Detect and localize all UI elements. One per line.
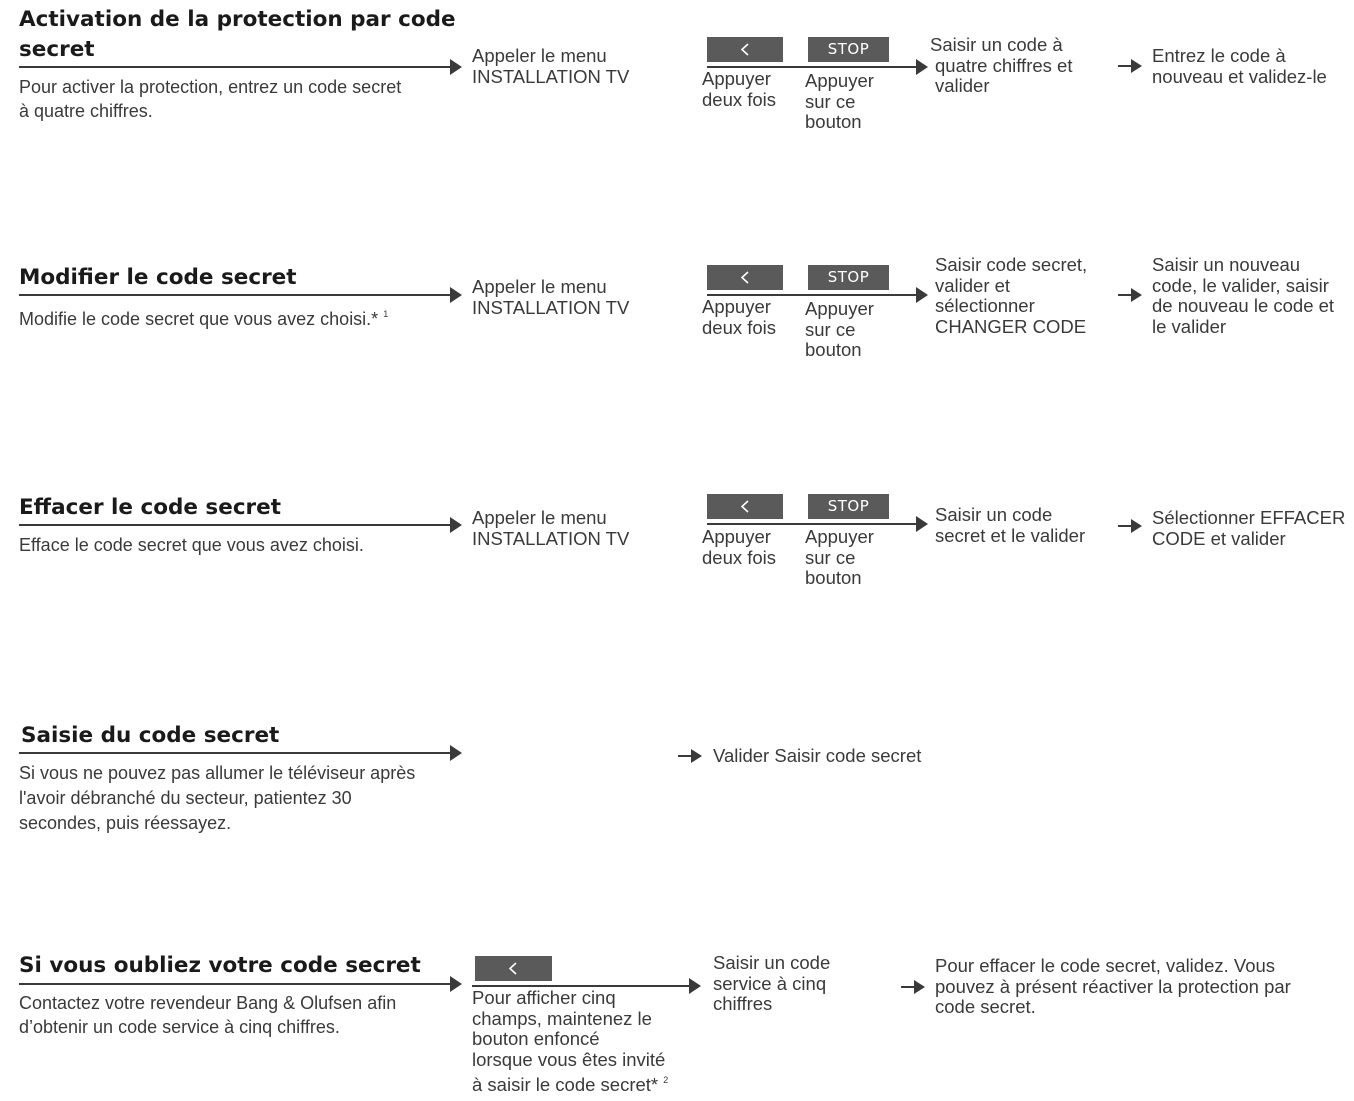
flow-line [19,983,451,985]
arrow-right-icon [677,748,703,764]
step-enter-code: Saisir code secret, valider et sélectionner CHANGER CODE [935,254,1088,337]
footnote-marker: 1 [383,309,389,319]
section-description: Si vous ne pouvez pas allumer le téléviseur après l'avoir débranché du secteur, patientez 30 secondes, puis réessayez. [19,763,416,833]
chevron-left-icon [707,494,783,519]
section-description: Pour activer la protection, entrez un code secret à quatre chiffres. [19,77,402,121]
flow-line [19,752,451,754]
arrow-right-icon [450,976,462,992]
back-key [707,37,783,62]
back-key-caption: Pour afficher cinq champs, maintenez le bouton enfoncé lorsque vous êtes invité à saisir le code secret* $^2$ [472,987,669,1095]
arrow-right-icon [450,745,462,761]
arrow-right-icon [689,978,701,994]
flow-line [19,66,451,68]
step-new-code: Saisir un nouveau code, le valider, saisir de nouveau le code et le valider [1152,254,1335,337]
stop-key-caption: Appuyer sur ce bouton [805,298,874,360]
back-key-caption: Appuyer deux fois [702,296,777,338]
arrow-right-icon [1117,287,1143,303]
arrow-right-icon [916,516,928,532]
stop-key-caption: Appuyer sur ce bouton [805,70,874,132]
step-enter-service-code: Saisir un code service à cinq chiffres [713,952,831,1014]
back-key-caption: Appuyer deux fois [702,68,777,110]
section-title: Activation de la protection par code secret [19,7,456,62]
step-validate: Valider Saisir code secret [713,745,922,766]
back-key [707,494,783,519]
footnote-marker: 2 [663,1075,669,1085]
arrow-right-icon [900,979,926,995]
stop-key: STOP [808,494,889,519]
stop-key-caption: Appuyer sur ce bouton [805,526,874,588]
arrow-right-icon [916,59,928,75]
arrow-right-icon [916,287,928,303]
chevron-left-icon [707,265,783,290]
section-title: Si vous oubliez votre code secret [19,953,421,978]
back-key [475,956,552,981]
section-description: Efface le code secret que vous avez choisi. [19,535,364,555]
chevron-left-icon [707,37,783,62]
arrow-right-icon [450,517,462,533]
back-key-caption: Appuyer deux fois [702,526,777,568]
section-description: Modifie le code secret que vous avez choisi.* $^1$ [19,309,389,329]
section-title: Modifier le code secret [19,265,297,290]
arrow-right-icon [1117,518,1143,534]
section-title: Effacer le code secret [19,495,282,520]
chevron-left-icon [475,956,552,981]
step-enter-code: Saisir un code à quatre chiffres et valider [930,34,1073,96]
flow-line [19,294,451,296]
step-call-menu: Appeler le menu INSTALLATION TV [472,276,630,318]
back-key [707,265,783,290]
step-confirm-code: Entrez le code à nouveau et validez-le [1152,45,1327,87]
stop-key: STOP [808,265,889,290]
step-call-menu: Appeler le menu INSTALLATION TV [472,45,630,87]
section-description: Contactez votre revendeur Bang & Olufsen afin d’obtenir un code service à cinq chiffres. [19,993,397,1037]
step-call-menu: Appeler le menu INSTALLATION TV [472,507,630,549]
flow-line [707,523,917,525]
section-title: Saisie du code secret [21,723,280,748]
arrow-right-icon [1117,58,1143,74]
step-erase-and-reactivate: Pour effacer le code secret, validez. Vous pouvez à présent réactiver la protection par code secret. [935,955,1291,1017]
stop-key: STOP [808,37,889,62]
step-select-erase: Sélectionner EFFACER CODE et valider [1152,507,1346,549]
arrow-right-icon [450,59,462,75]
step-enter-code: Saisir un code secret et le valider [935,504,1086,546]
flow-line [19,524,451,526]
arrow-right-icon [450,287,462,303]
